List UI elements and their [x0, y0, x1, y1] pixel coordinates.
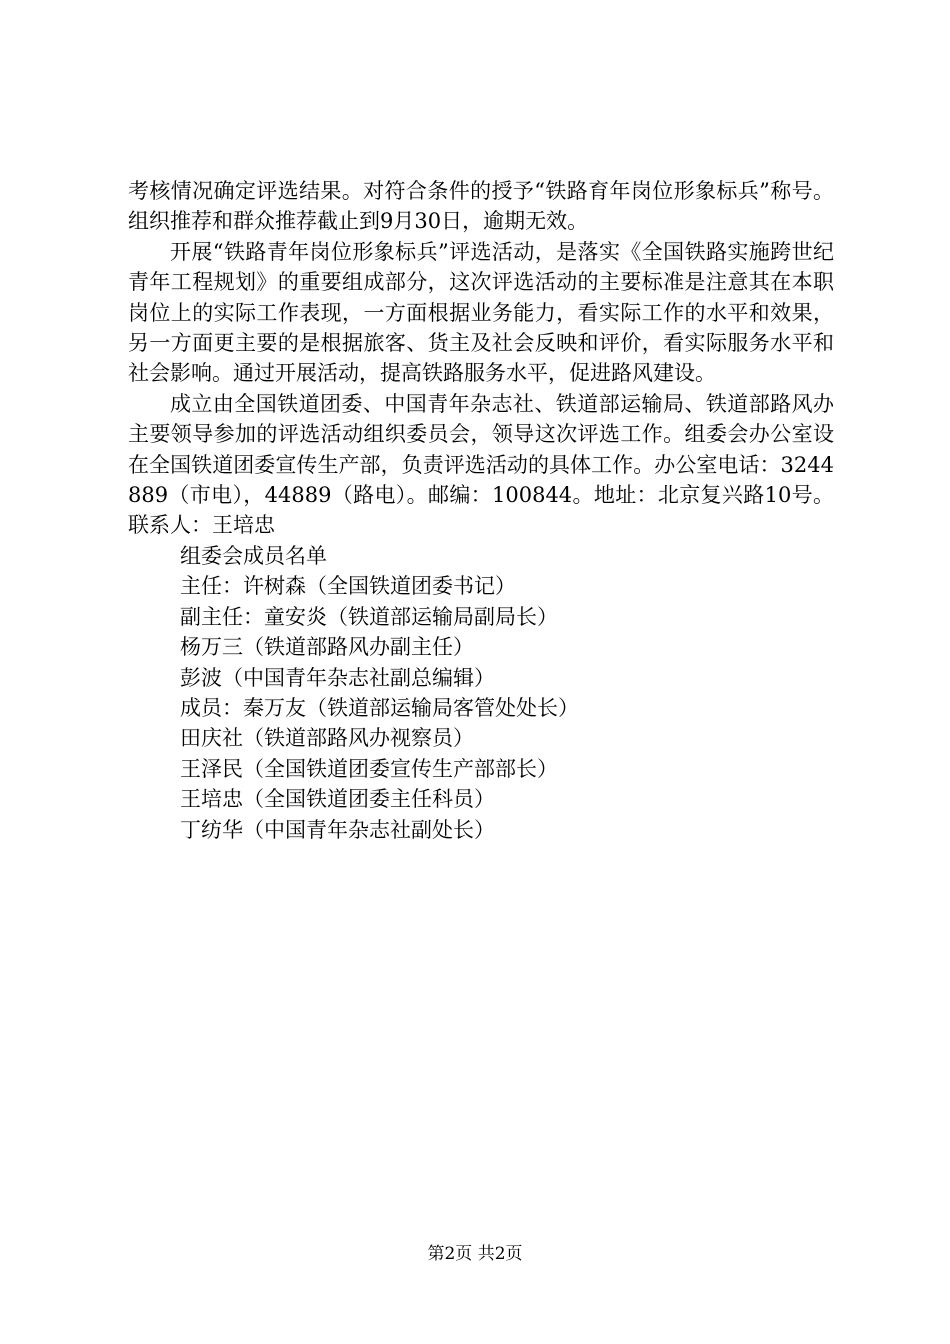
committee-member: 田庆社（铁道部路风办视察员）	[180, 726, 474, 751]
committee-member: 杨万三（铁道部路风办副主任）	[180, 635, 474, 660]
paragraph-activity-purpose: 开展“铁路青年岗位形象标兵”评选活动，是落实《全国铁路实施跨世纪青年工程规划》的重要组成部分，这次评选活动的主要标准是注意其在本职岗位上的实际工作表现，一方面根据业务能力，看实际工作的水平和效果，另一方面更主要的是根据旅客、货主及社会反映和评价，看实际服务水平和社会影响。通过开展活动，提高铁路服务水平，促进路风建设。	[128, 239, 834, 386]
page-number-footer: 第2页 共2页	[427, 1244, 523, 1264]
document-body	[128, 176, 834, 845]
committee-member: 成员：秦万友（铁道部运输局客管处处长）	[180, 695, 579, 720]
paragraph-organizing-committee: 成立由全国铁道团委、中国青年杂志社、铁道部运输局、铁道部路风办主要领导参加的评选活动组织委员会，领导这次评选工作。组委会办公室设在全国铁道团委宣传生产部，负责评选活动的具体工作。办公室电话：3244889（市电），44889（路电）。邮编：100844。地址：北京复兴路10号。联系人：王培忠	[128, 391, 834, 538]
committee-member: 王培忠（全国铁道团委主任科员）	[180, 787, 495, 812]
committee-member: 丁纺华（中国青年杂志社副处长）	[180, 817, 495, 842]
committee-member: 王泽民（全国铁道团委宣传生产部部长）	[180, 756, 558, 781]
paragraph-evaluation-result: 考核情况确定评选结果。对符合条件的授予“铁路育年岗位形象标兵”称号。组织推荐和群众推荐截止到9月30日，逾期无效。	[128, 179, 834, 234]
committee-member: 副主任：童安炎（铁道部运输局副局长）	[180, 604, 558, 629]
committee-list-heading: 组委会成员名单	[180, 543, 327, 568]
committee-member: 主任：许树森（全国铁道团委书记）	[180, 574, 516, 599]
committee-member: 彭波（中国青年杂志社副总编辑）	[180, 665, 495, 690]
